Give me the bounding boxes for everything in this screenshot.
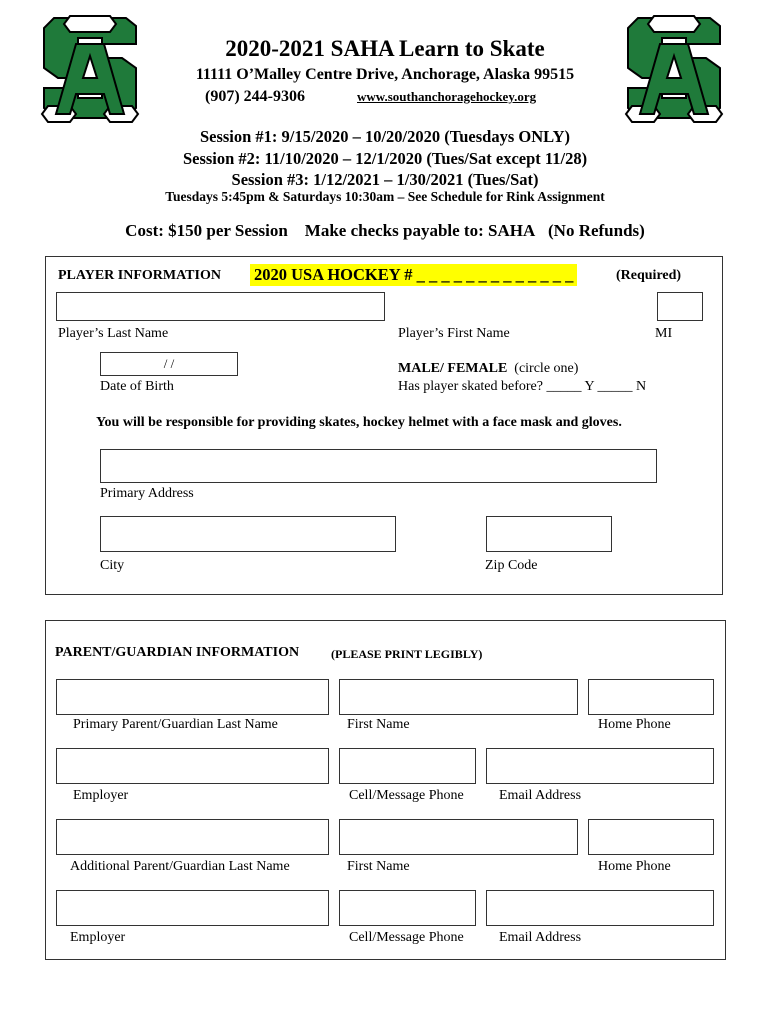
additional-employer-label: Employer xyxy=(70,930,126,945)
zip-code-label: Zip Code xyxy=(485,558,538,573)
required-note: (Required) xyxy=(616,268,682,283)
primary-parent-home-phone-label: Home Phone xyxy=(598,717,671,732)
dob-input[interactable]: / / xyxy=(100,352,238,376)
cost-checks: Make checks payable to: SAHA xyxy=(304,221,536,240)
org-address: 11111 O’Malley Centre Drive, Anchorage, Alaska 99515 xyxy=(195,66,575,83)
gender-label: MALE/ FEMALE xyxy=(398,361,508,376)
player-info-heading: PLAYER INFORMATION xyxy=(58,268,221,283)
session-2: Session #2: 11/10/2020 – 12/1/2020 (Tues/Sat except 11/28) xyxy=(182,149,588,168)
additional-email-label: Email Address xyxy=(499,930,582,945)
player-last-name-input[interactable] xyxy=(56,292,385,321)
additional-cell-phone-label: Cell/Message Phone xyxy=(349,930,464,945)
equipment-note: You will be responsible for providing skates, hockey helmet with a face mask and gloves. xyxy=(96,415,622,430)
usa-hockey-number-field[interactable]: 2020 USA HOCKEY # _ _ _ _ _ _ _ _ _ _ _ _ _ xyxy=(250,264,577,286)
additional-parent-first-name-label: First Name xyxy=(347,859,410,874)
form-title: 2020-2021 SAHA Learn to Skate xyxy=(225,36,545,61)
player-mi-label: MI xyxy=(655,326,673,341)
primary-parent-last-name-label: Primary Parent/Guardian Last Name xyxy=(73,717,278,732)
primary-parent-last-name-input[interactable] xyxy=(56,679,329,715)
zip-code-input[interactable] xyxy=(486,516,612,552)
primary-email-input[interactable] xyxy=(486,748,714,784)
primary-parent-first-name-input[interactable] xyxy=(339,679,578,715)
cost-line xyxy=(0,221,770,241)
org-phone: (907) 244-9306 xyxy=(205,88,305,105)
player-last-name-label: Player’s Last Name xyxy=(58,326,169,341)
gender-circle-note: (circle one) xyxy=(514,361,579,376)
primary-parent-first-name-label: First Name xyxy=(347,717,410,732)
additional-parent-home-phone-input[interactable] xyxy=(588,819,714,855)
player-mi-input[interactable] xyxy=(657,292,703,321)
primary-employer-input[interactable] xyxy=(56,748,329,784)
primary-address-label: Primary Address xyxy=(100,486,194,501)
cost-price: Cost: $150 per Session xyxy=(125,221,288,240)
parent-info-heading: PARENT/GUARDIAN INFORMATION xyxy=(55,645,300,660)
primary-email-label: Email Address xyxy=(499,788,582,803)
skated-before-field[interactable]: Has player skated before? _____ Y _____ N xyxy=(398,379,647,394)
dob-label: Date of Birth xyxy=(100,379,174,394)
print-legibly-note: (PLEASE PRINT LEGIBLY) xyxy=(331,647,483,661)
session-times: Tuesdays 5:45pm & Saturdays 10:30am – See Schedule for Rink Assignment xyxy=(165,189,605,204)
primary-cell-phone-label: Cell/Message Phone xyxy=(349,788,464,803)
additional-parent-last-name-input[interactable] xyxy=(56,819,329,855)
cost-refunds: (No Refunds) xyxy=(548,221,645,240)
gender-select[interactable] xyxy=(398,361,578,377)
additional-email-input[interactable] xyxy=(486,890,714,926)
additional-parent-last-name-label: Additional Parent/Guardian Last Name xyxy=(70,859,290,874)
primary-parent-home-phone-input[interactable] xyxy=(588,679,714,715)
city-input[interactable] xyxy=(100,516,396,552)
org-website-link[interactable]: www.southanchoragehockey.org xyxy=(357,89,537,104)
city-label: City xyxy=(100,558,125,573)
player-first-name-label: Player’s First Name xyxy=(398,326,510,341)
additional-cell-phone-input[interactable] xyxy=(339,890,476,926)
primary-employer-label: Employer xyxy=(73,788,129,803)
additional-parent-first-name-input[interactable] xyxy=(339,819,578,855)
additional-parent-home-phone-label: Home Phone xyxy=(598,859,671,874)
primary-address-input[interactable] xyxy=(100,449,657,483)
primary-cell-phone-input[interactable] xyxy=(339,748,476,784)
additional-employer-input[interactable] xyxy=(56,890,329,926)
session-3: Session #3: 1/12/2021 – 1/30/2021 (Tues/Sat) xyxy=(231,170,539,189)
session-1: Session #1: 9/15/2020 – 10/20/2020 (Tuesdays ONLY) xyxy=(199,127,571,146)
